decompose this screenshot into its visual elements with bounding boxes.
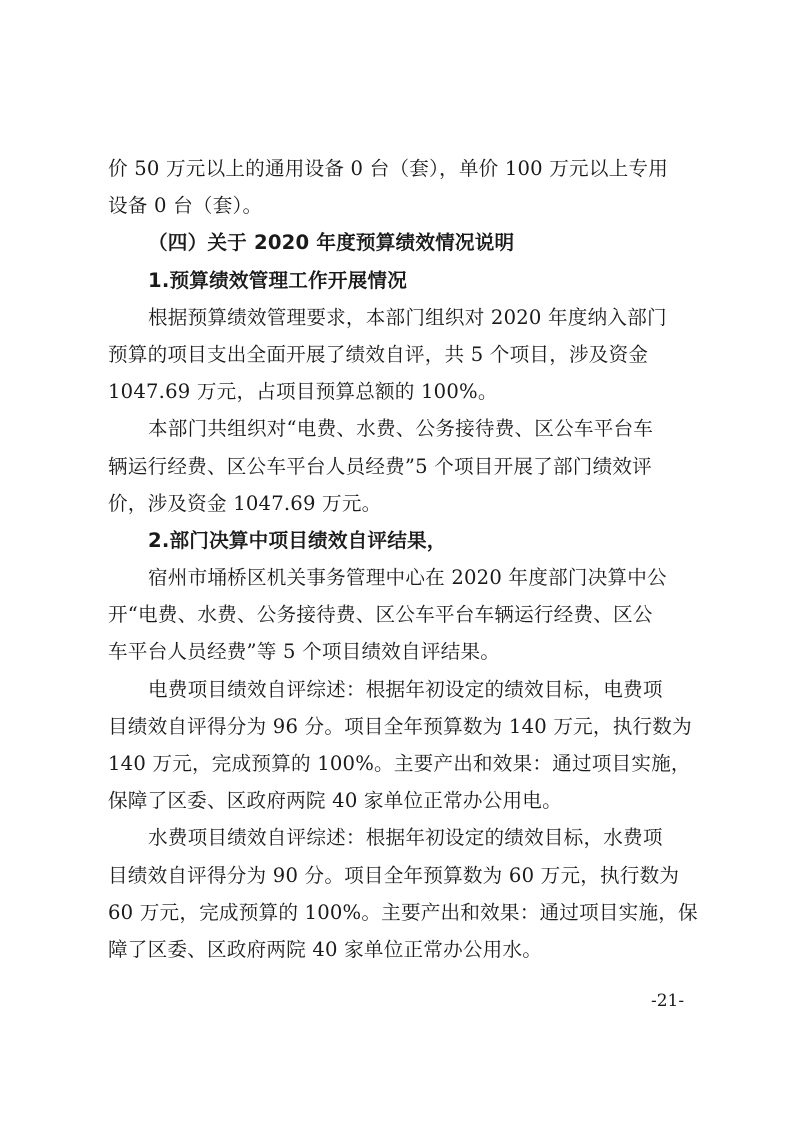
text-line: 目绩效自评得分为 90 分。项目全年预算数为 60 万元，执行数为 bbox=[108, 863, 680, 887]
page-number: -21- bbox=[651, 991, 685, 1011]
text-line: 车平台人员经费”等 5 个项目绩效自评结果。 bbox=[108, 640, 501, 664]
text-line: 价，涉及资金 1047.69 万元。 bbox=[108, 491, 382, 515]
text-line: 1047.69 万元，占项目预算总额的 100%。 bbox=[108, 380, 498, 404]
text-line: 设备 0 台（套）。 bbox=[108, 194, 263, 218]
heading-line: （四）关于 2020 年度预算绩效情况说明 bbox=[148, 231, 515, 255]
text-line: 电费项目绩效自评综述：根据年初设定的绩效目标，电费项 bbox=[148, 677, 663, 701]
section-heading bbox=[108, 224, 688, 261]
text-line: 根据预算绩效管理要求，本部门组织对 2020 年度纳入部门 bbox=[148, 305, 667, 329]
paragraph bbox=[108, 559, 688, 671]
text-line: 障了区委、区政府两院 40 家单位正常办公用水。 bbox=[108, 937, 543, 961]
document-body bbox=[108, 150, 698, 968]
section-heading bbox=[108, 522, 688, 559]
text-line: 辆运行经费、区公车平台人员经费”5 个项目开展了部门绩效评 bbox=[108, 454, 652, 478]
heading-line: 2.部门决算中项目绩效自评结果， bbox=[148, 528, 447, 552]
paragraph bbox=[108, 819, 698, 968]
paragraph bbox=[108, 671, 692, 820]
paragraph bbox=[108, 150, 688, 224]
text-line: 价 50 万元以上的通用设备 0 台（套），单价 100 万元以上专用 bbox=[108, 157, 669, 180]
paragraph bbox=[108, 410, 688, 522]
text-line: 水费项目绩效自评综述：根据年初设定的绩效目标，水费项 bbox=[148, 826, 663, 850]
text-line: 60 万元，完成预算的 100%。主要产出和效果：通过项目实施，保 bbox=[108, 900, 698, 924]
text-line: 保障了区委、区政府两院 40 家单位正常办公用电。 bbox=[108, 789, 562, 813]
text-line: 预算的项目支出全面开展了绩效自评，共 5 个项目，涉及资金 bbox=[108, 342, 649, 366]
text-line: 本部门共组织对“电费、水费、公务接待费、区公车平台车 bbox=[148, 417, 654, 441]
heading-line: 1.预算绩效管理工作开展情况 bbox=[148, 268, 408, 292]
text-line: 宿州市埇桥区机关事务管理中心在 2020 年度部门决算中公 bbox=[148, 566, 667, 590]
text-line: 目绩效自评得分为 96 分。项目全年预算数为 140 万元，执行数为 bbox=[108, 714, 692, 738]
text-line: 开“电费、水费、公务接待费、区公车平台车辆运行经费、区公 bbox=[108, 603, 653, 627]
paragraph bbox=[108, 299, 688, 411]
section-heading bbox=[108, 262, 688, 299]
text-line: 140 万元，完成预算的 100%。主要产出和效果：通过项目实施， bbox=[108, 752, 691, 775]
